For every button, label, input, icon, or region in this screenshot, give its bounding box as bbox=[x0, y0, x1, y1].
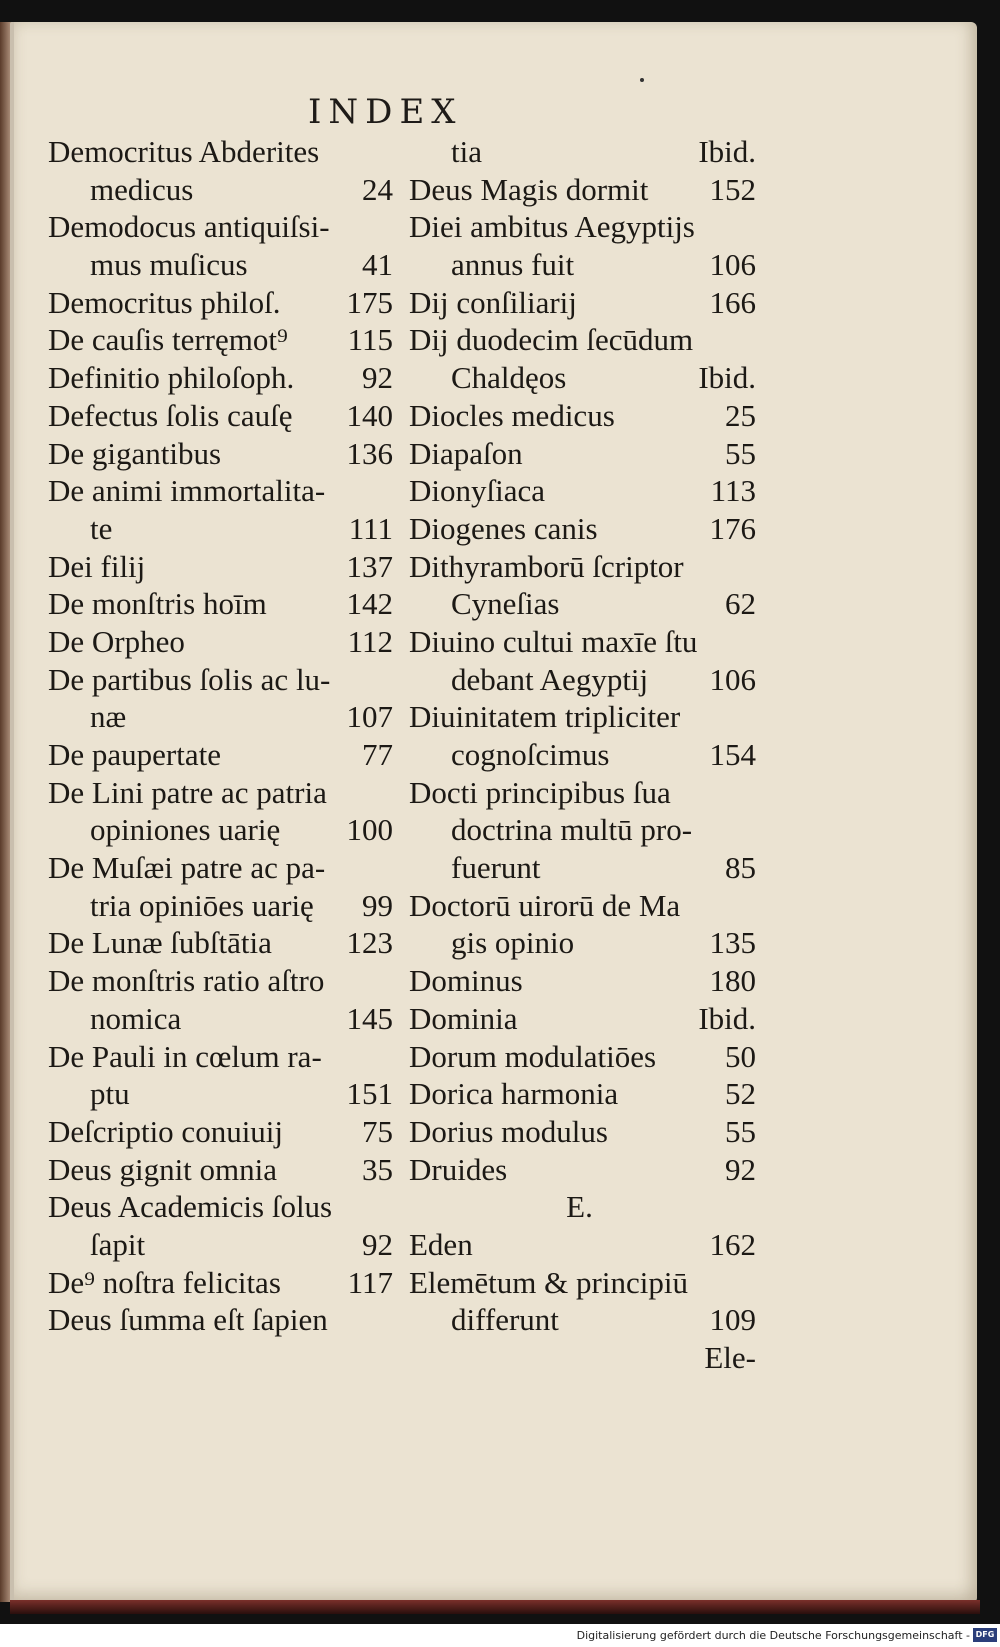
index-entry bbox=[48, 887, 393, 925]
entry-page-number: 50 bbox=[725, 1038, 756, 1074]
entry-page-number: 180 bbox=[709, 963, 756, 999]
entry-page-number: 135 bbox=[709, 925, 756, 961]
index-entry bbox=[409, 1339, 756, 1377]
entry-page-number: 24 bbox=[362, 171, 393, 207]
index-entry bbox=[48, 246, 393, 284]
entry-text: De gigantibus bbox=[48, 435, 222, 471]
entry-page-number: 140 bbox=[346, 397, 393, 433]
entry-page-number: 123 bbox=[346, 925, 393, 961]
index-entry bbox=[48, 548, 393, 586]
index-entry bbox=[48, 811, 393, 849]
index-entry bbox=[48, 623, 393, 661]
entry-text: differunt bbox=[451, 1302, 559, 1338]
entry-page-number: 55 bbox=[725, 1113, 756, 1149]
index-entry bbox=[409, 811, 756, 849]
index-entry bbox=[48, 171, 393, 209]
index-entry bbox=[48, 1226, 393, 1264]
entry-page-number bbox=[387, 661, 393, 699]
index-entry bbox=[409, 1038, 756, 1076]
entry-page-number bbox=[750, 698, 756, 736]
entry-text: annus fuit bbox=[451, 247, 575, 283]
entry-text: Defectus ſolis cauſę bbox=[48, 397, 293, 433]
entry-page-number: 115 bbox=[347, 322, 393, 358]
entry-page-number: 106 bbox=[709, 247, 756, 283]
entry-text: Docti principibus ſua bbox=[409, 774, 671, 810]
entry-page-number: 107 bbox=[346, 699, 393, 735]
entry-text: De Lini patre ac patria bbox=[48, 774, 327, 810]
entry-text: Elemētum & principiū bbox=[409, 1264, 688, 1300]
index-entry bbox=[409, 962, 756, 1000]
digitization-footer bbox=[0, 1624, 1000, 1647]
entry-page-number bbox=[750, 1264, 756, 1302]
index-entry bbox=[48, 1038, 393, 1076]
entry-page-number bbox=[750, 774, 756, 812]
entry-page-number: 85 bbox=[725, 850, 756, 886]
index-entry bbox=[409, 321, 756, 359]
index-entry bbox=[48, 284, 393, 322]
entry-text: De⁹ noſtra felicitas bbox=[48, 1264, 281, 1300]
entry-page-number bbox=[750, 548, 756, 586]
index-entry bbox=[48, 1301, 393, 1339]
index-entry bbox=[48, 736, 393, 774]
entry-page-number bbox=[750, 887, 756, 925]
entry-page-number: 92 bbox=[362, 1226, 393, 1262]
entry-page-number: 154 bbox=[709, 737, 756, 772]
entry-text: Dionyſiaca bbox=[409, 473, 546, 509]
index-entry bbox=[48, 1188, 393, 1226]
entry-text: Diocles medicus bbox=[409, 397, 615, 433]
entry-text: te bbox=[90, 510, 113, 546]
index-entry bbox=[48, 397, 393, 435]
entry-page-number: 166 bbox=[709, 284, 756, 320]
index-entry bbox=[409, 585, 756, 623]
entry-text: ptu bbox=[90, 1076, 130, 1112]
entry-page-number bbox=[387, 133, 393, 171]
index-entry bbox=[409, 1264, 756, 1302]
entry-text: Dei filij bbox=[48, 548, 146, 584]
entry-text: Dominus bbox=[409, 963, 523, 999]
index-entry bbox=[409, 1075, 756, 1113]
entry-text: De monſtris hoīm bbox=[48, 586, 267, 622]
entry-page-number: Ele- bbox=[704, 1340, 756, 1375]
index-entry bbox=[409, 208, 756, 246]
entry-text: Druides bbox=[409, 1151, 508, 1187]
index-entry bbox=[409, 1226, 756, 1264]
entry-text: Chaldęos bbox=[451, 360, 567, 396]
entry-text: Dithyramborū ſcriptor bbox=[409, 548, 684, 584]
entry-text: De Orpheo bbox=[48, 623, 185, 659]
index-entry bbox=[48, 1151, 393, 1189]
index-entry bbox=[409, 924, 756, 962]
index-entry bbox=[409, 661, 756, 699]
index-entry bbox=[48, 924, 393, 962]
index-entry bbox=[409, 284, 756, 322]
index-entry bbox=[409, 1301, 756, 1339]
index-entry bbox=[48, 661, 393, 699]
entry-text: Democritus Abderites bbox=[48, 134, 320, 169]
entry-text: E. bbox=[566, 1189, 593, 1225]
entry-page-number bbox=[750, 811, 756, 849]
entry-page-number bbox=[750, 208, 756, 246]
entry-text: mus muſicus bbox=[90, 247, 248, 283]
entry-text: Dij conſiliarij bbox=[409, 284, 577, 320]
entry-page-number bbox=[387, 962, 393, 1000]
entry-text: doctrina multū pro- bbox=[451, 812, 693, 848]
footer-credit: Digitalisierung gefördert durch die Deutsche Forschungsgemeinschaft - bbox=[576, 1629, 970, 1642]
ink-speck bbox=[640, 78, 644, 82]
entry-page-number: 35 bbox=[362, 1151, 393, 1187]
entry-page-number: 112 bbox=[347, 623, 393, 659]
entry-text: Dominia bbox=[409, 1000, 518, 1036]
entry-text: De Muſæi patre ac pa- bbox=[48, 850, 326, 886]
entry-text: tria opiniōes uarię bbox=[90, 887, 314, 923]
index-entry bbox=[409, 133, 756, 171]
entry-text: Doctorū uirorū de Ma bbox=[409, 887, 681, 923]
entry-page-number: 111 bbox=[348, 510, 393, 546]
entry-page-number bbox=[387, 1188, 393, 1226]
entry-page-number bbox=[387, 774, 393, 812]
entry-page-number bbox=[750, 321, 756, 359]
entry-page-number: 25 bbox=[725, 397, 756, 433]
entry-page-number: 92 bbox=[725, 1151, 756, 1187]
entry-page-number bbox=[387, 472, 393, 510]
index-entry bbox=[409, 623, 756, 661]
entry-page-number: 145 bbox=[346, 1000, 393, 1036]
index-entry bbox=[409, 435, 756, 473]
entry-text: De animi immortalita- bbox=[48, 473, 326, 509]
entry-page-number bbox=[387, 1301, 393, 1339]
index-column-right bbox=[409, 133, 756, 1377]
entry-page-number: 106 bbox=[709, 661, 756, 697]
dfg-logo: DFG bbox=[973, 1628, 997, 1642]
entry-page-number: Ibid. bbox=[698, 360, 756, 396]
index-entry bbox=[48, 849, 393, 887]
index-entry bbox=[48, 962, 393, 1000]
entry-page-number: 152 bbox=[709, 171, 756, 207]
index-entry bbox=[409, 171, 756, 209]
index-entry bbox=[48, 698, 393, 736]
entry-page-number bbox=[387, 849, 393, 887]
index-entry bbox=[48, 133, 393, 171]
entry-page-number: Ibid. bbox=[698, 134, 756, 169]
entry-text: Diogenes canis bbox=[409, 510, 598, 546]
entry-text: ſapit bbox=[90, 1226, 146, 1262]
entry-text: Dorum modulatiōes bbox=[409, 1038, 657, 1074]
page-heading: INDEX bbox=[308, 92, 463, 132]
entry-page-number bbox=[750, 623, 756, 661]
entry-page-number: 41 bbox=[362, 247, 393, 283]
index-entry bbox=[409, 698, 756, 736]
entry-page-number: 100 bbox=[346, 812, 393, 848]
entry-page-number bbox=[387, 208, 393, 246]
page-bottom-edge bbox=[10, 1600, 980, 1614]
index-entry bbox=[409, 736, 756, 774]
entry-text: De cauſis terręmot⁹ bbox=[48, 322, 288, 358]
entry-page-number: 176 bbox=[709, 510, 756, 546]
entry-page-number: 151 bbox=[346, 1076, 393, 1112]
index-entry bbox=[48, 359, 393, 397]
entry-page-number: 162 bbox=[709, 1226, 756, 1262]
index-entry bbox=[48, 510, 393, 548]
entry-page-number: 52 bbox=[725, 1076, 756, 1112]
entry-text: opiniones uarię bbox=[90, 812, 281, 848]
entry-page-number: 92 bbox=[362, 360, 393, 396]
entry-page-number: 99 bbox=[362, 887, 393, 923]
entry-page-number bbox=[387, 1038, 393, 1076]
index-entry bbox=[409, 1113, 756, 1151]
entry-text: Deus gignit omnia bbox=[48, 1151, 278, 1187]
entry-text: debant Aegyptij bbox=[451, 661, 649, 697]
entry-text: gis opinio bbox=[451, 925, 575, 961]
entry-text: Dorica harmonia bbox=[409, 1076, 619, 1112]
entry-text: Dij duodecim ſecūdum bbox=[409, 322, 694, 358]
entry-text: Eden bbox=[409, 1226, 473, 1262]
entry-text: cognoſcimus bbox=[451, 737, 610, 772]
entry-text: Dorius modulus bbox=[409, 1113, 608, 1149]
entry-page-number: 55 bbox=[725, 435, 756, 471]
entry-page-number: 75 bbox=[362, 1113, 393, 1149]
entry-text: De paupertate bbox=[48, 737, 221, 772]
entry-text: Definitio philoſoph. bbox=[48, 360, 295, 396]
entry-text: næ bbox=[90, 699, 127, 735]
index-entry bbox=[48, 472, 393, 510]
index-entry bbox=[409, 1188, 756, 1226]
entry-text: Deus Academicis ſolus bbox=[48, 1189, 333, 1225]
index-entry bbox=[409, 246, 756, 284]
entry-text: Cyneſias bbox=[451, 586, 560, 622]
entry-text: medicus bbox=[90, 171, 194, 207]
index-entry bbox=[409, 397, 756, 435]
entry-page-number: 77 bbox=[362, 737, 393, 772]
entry-text: Demodocus antiquiſsi- bbox=[48, 209, 330, 245]
entry-text: Diapaſon bbox=[409, 435, 523, 471]
entry-text: Diei ambitus Aegyptijs bbox=[409, 209, 695, 245]
entry-text: Diuino cultui maxīe ſtu bbox=[409, 623, 698, 659]
entry-text: Democritus philoſ. bbox=[48, 284, 281, 320]
entry-page-number: Ibid. bbox=[698, 1000, 756, 1036]
index-entry bbox=[48, 208, 393, 246]
entry-page-number bbox=[593, 1188, 599, 1226]
entry-page-number: 62 bbox=[725, 586, 756, 622]
entry-text: Diuinitatem tripliciter bbox=[409, 699, 681, 735]
entry-page-number: 136 bbox=[346, 435, 393, 471]
index-entry bbox=[48, 1000, 393, 1038]
index-entry bbox=[409, 1000, 756, 1038]
index-entry bbox=[48, 1113, 393, 1151]
entry-page-number: 175 bbox=[346, 284, 393, 320]
entry-text: De partibus ſolis ac lu- bbox=[48, 661, 331, 697]
index-entry bbox=[48, 1264, 393, 1302]
index-entry bbox=[48, 321, 393, 359]
index-column-left bbox=[48, 133, 393, 1339]
entry-text: De Pauli in cœlum ra- bbox=[48, 1038, 322, 1074]
index-entry bbox=[48, 585, 393, 623]
index-entry bbox=[48, 1075, 393, 1113]
entry-page-number: 109 bbox=[709, 1302, 756, 1338]
entry-text: Deus Magis dormit bbox=[409, 171, 649, 207]
entry-page-number: 142 bbox=[346, 586, 393, 622]
index-entry bbox=[409, 548, 756, 586]
index-entry bbox=[409, 359, 756, 397]
index-entry bbox=[409, 1151, 756, 1189]
index-entry bbox=[48, 774, 393, 812]
entry-text: tia bbox=[451, 134, 482, 169]
index-entry bbox=[48, 435, 393, 473]
entry-text: De Lunæ ſubſtātia bbox=[48, 925, 272, 961]
index-entry bbox=[409, 774, 756, 812]
entry-text: Deſcriptio conuiuij bbox=[48, 1113, 284, 1149]
entry-text: fuerunt bbox=[451, 850, 541, 886]
index-entry bbox=[409, 472, 756, 510]
index-entry bbox=[409, 887, 756, 925]
entry-text: nomica bbox=[90, 1000, 182, 1036]
entry-page-number: 117 bbox=[347, 1264, 393, 1300]
index-entry bbox=[409, 510, 756, 548]
entry-page-number: 137 bbox=[346, 548, 393, 584]
entry-text: De monſtris ratio aſtro bbox=[48, 963, 325, 999]
entry-page-number: 113 bbox=[710, 473, 756, 509]
index-entry bbox=[409, 849, 756, 887]
entry-text: Deus ſumma eſt ſapien bbox=[48, 1302, 328, 1338]
